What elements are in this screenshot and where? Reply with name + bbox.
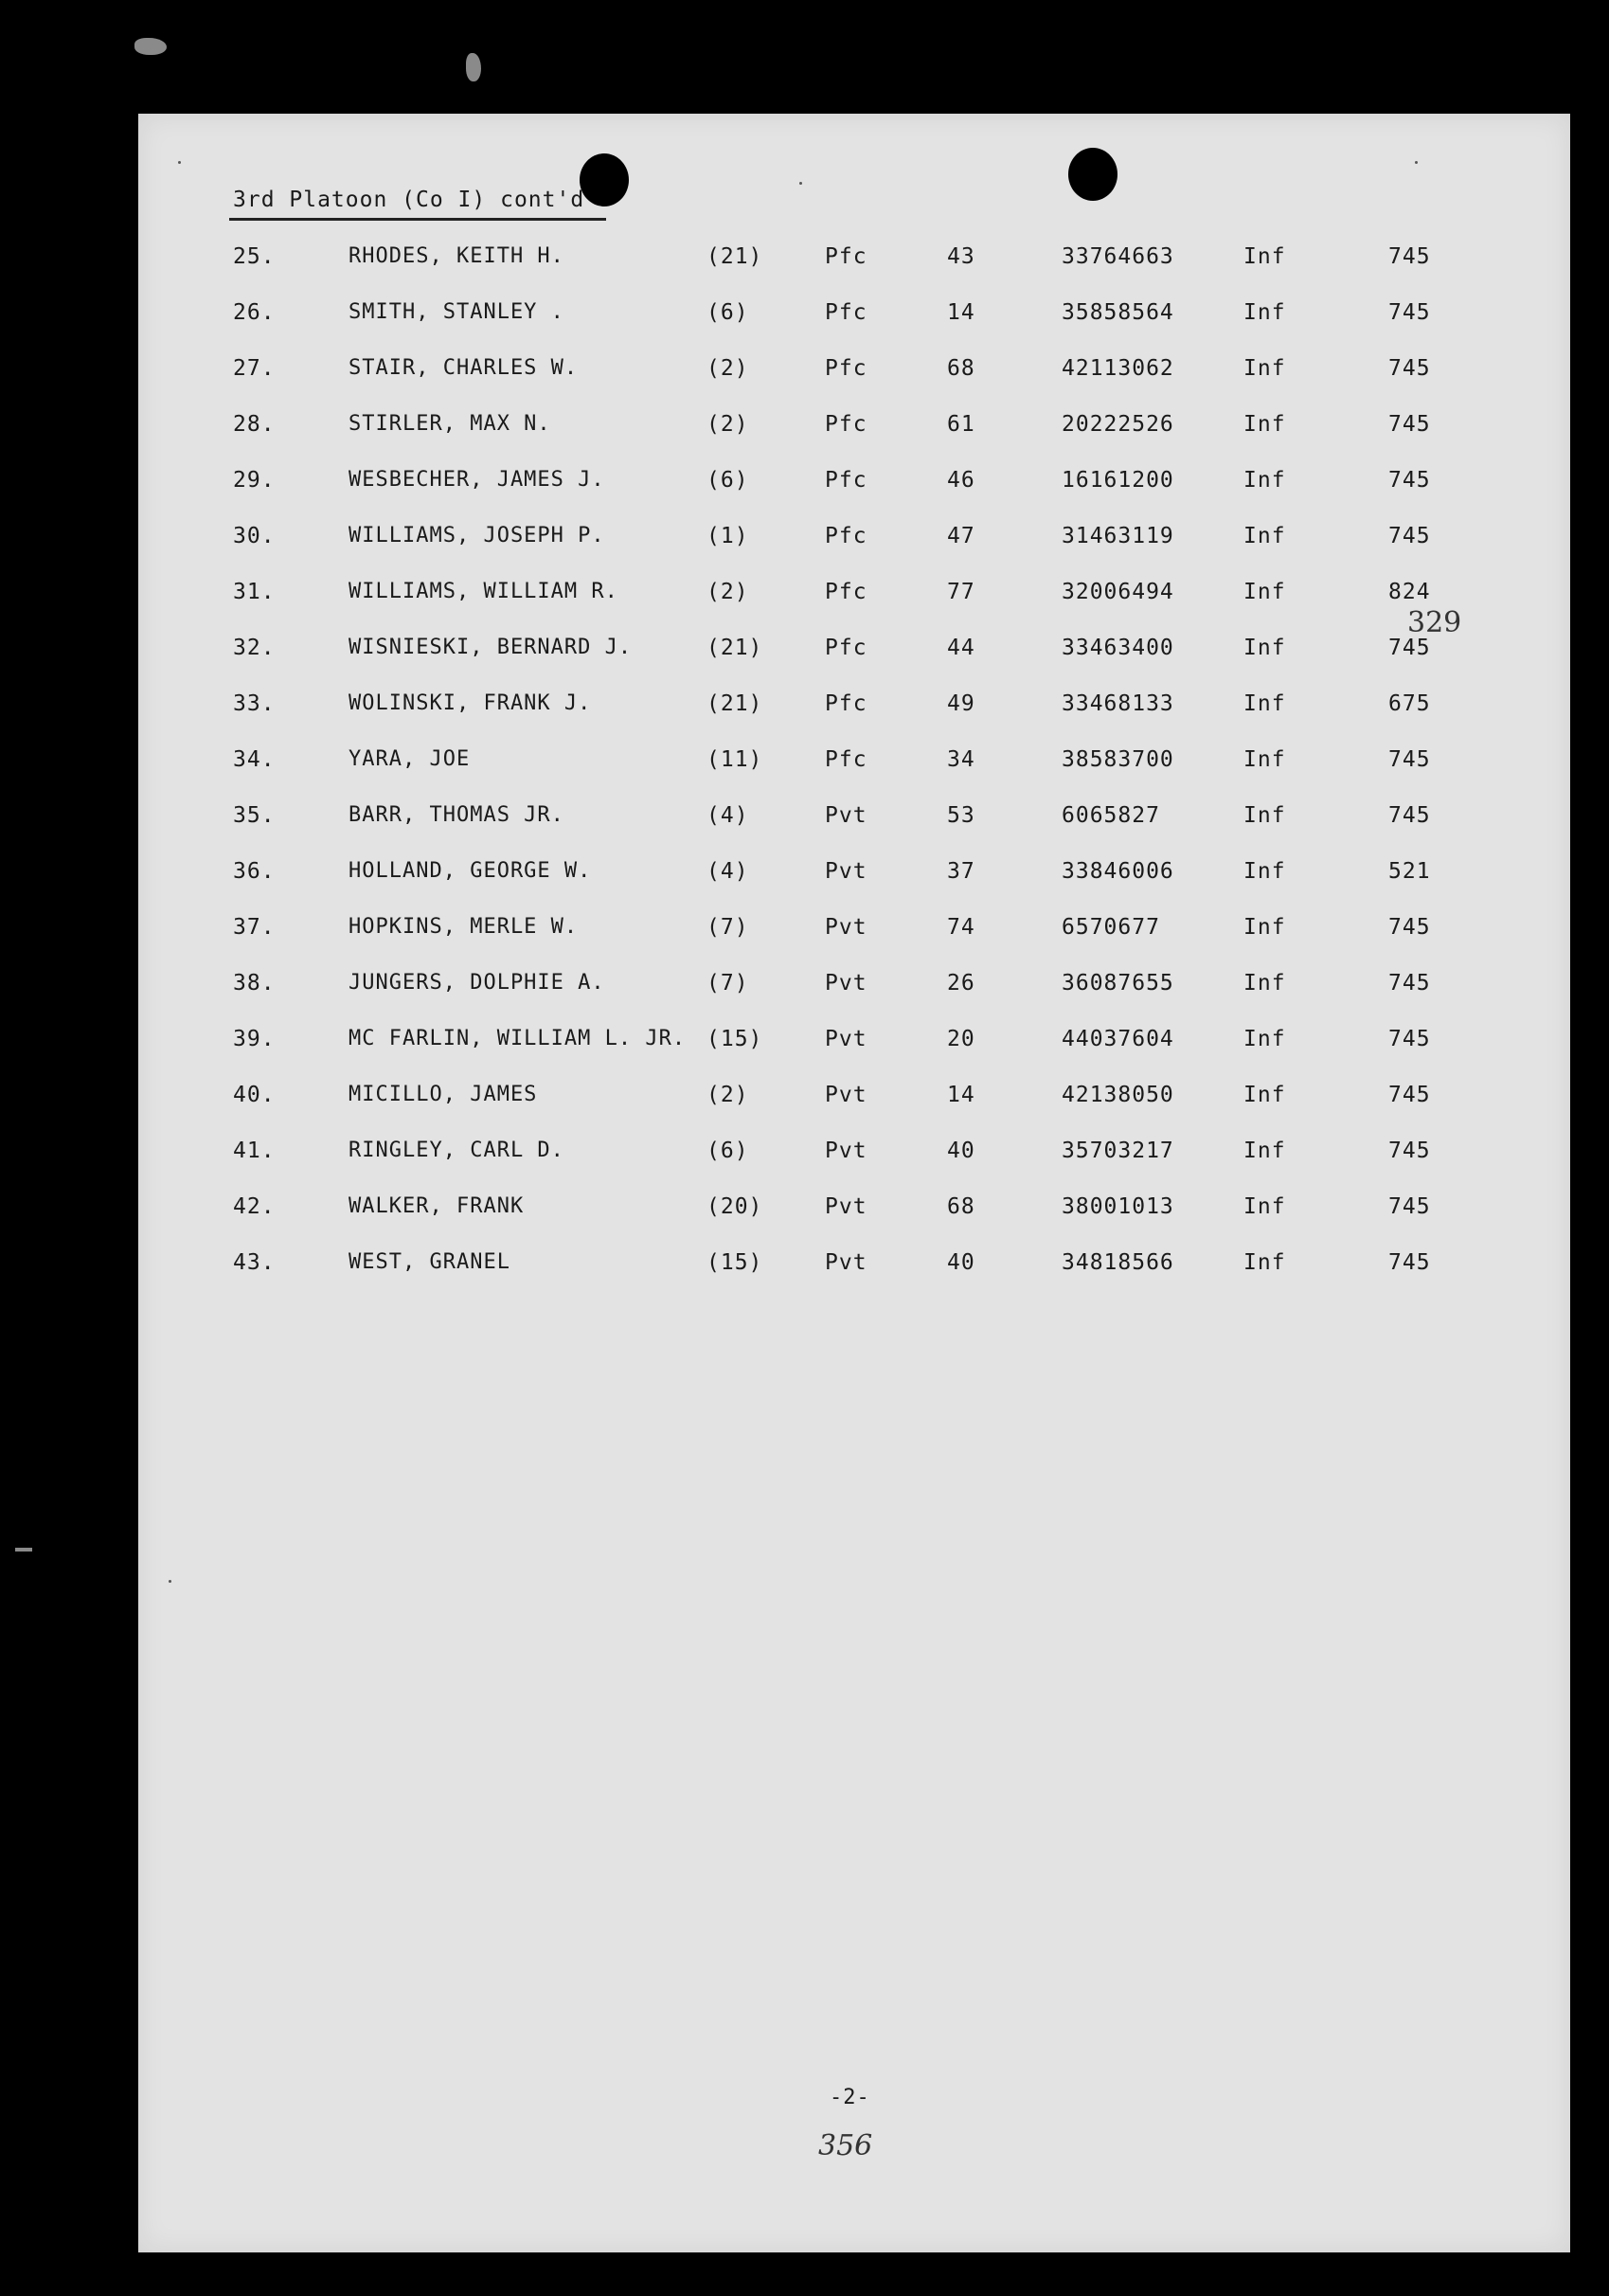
page-dot (799, 182, 802, 185)
mos-code: 745 (1388, 524, 1431, 548)
row-number: 38. (233, 971, 276, 996)
serial-number: 20222526 (1062, 412, 1174, 437)
serial-number: 38001013 (1062, 1194, 1174, 1219)
serial-number: 36087655 (1062, 971, 1174, 996)
punch-hole (1068, 148, 1117, 201)
rank: Pvt (825, 1083, 867, 1107)
score-value: 20 (947, 1027, 975, 1051)
table-row (138, 300, 1570, 356)
row-number: 31. (233, 580, 276, 604)
score-value: 77 (947, 580, 975, 604)
mos-code: 745 (1388, 412, 1431, 437)
page-mark: -2- (830, 2086, 870, 2109)
rank: Pfc (825, 412, 867, 437)
soldier-name: MC FARLIN, WILLIAM L. JR. (349, 1027, 687, 1050)
rank: Pfc (825, 636, 867, 660)
score-value: 40 (947, 1250, 975, 1275)
mos-code: 745 (1388, 915, 1431, 940)
serial-number: 38583700 (1062, 747, 1174, 772)
soldier-name: WALKER, FRANK (349, 1194, 525, 1218)
serial-number: 6570677 (1062, 915, 1160, 940)
table-row (138, 356, 1570, 412)
mos-code: 675 (1388, 691, 1431, 716)
branch: Inf (1243, 524, 1286, 548)
row-number: 39. (233, 1027, 276, 1051)
code-number: (1) (706, 524, 749, 548)
scan-speck (134, 38, 167, 55)
row-number: 25. (233, 244, 276, 269)
score-value: 26 (947, 971, 975, 996)
serial-number: 35858564 (1062, 300, 1174, 325)
branch: Inf (1243, 1139, 1286, 1163)
soldier-name: WOLINSKI, FRANK J. (349, 691, 592, 715)
soldier-name: JUNGERS, DOLPHIE A. (349, 971, 605, 995)
soldier-name: WESBECHER, JAMES J. (349, 468, 605, 492)
table-row (138, 580, 1570, 636)
row-number: 36. (233, 859, 276, 884)
rank: Pfc (825, 524, 867, 548)
code-number: (4) (706, 859, 749, 884)
code-number: (20) (706, 1194, 763, 1219)
serial-number: 16161200 (1062, 468, 1174, 493)
score-value: 34 (947, 747, 975, 772)
row-number: 33. (233, 691, 276, 716)
branch: Inf (1243, 971, 1286, 996)
code-number: (6) (706, 468, 749, 493)
serial-number: 34818566 (1062, 1250, 1174, 1275)
table-row (138, 1139, 1570, 1194)
score-value: 43 (947, 244, 975, 269)
table-row (138, 1194, 1570, 1250)
score-value: 68 (947, 356, 975, 381)
rank: Pfc (825, 244, 867, 269)
code-number: (21) (706, 244, 763, 269)
soldier-name: WILLIAMS, JOSEPH P. (349, 524, 605, 547)
code-number: (21) (706, 636, 763, 660)
mos-code: 745 (1388, 803, 1431, 828)
punch-hole (580, 153, 629, 206)
table-row (138, 803, 1570, 859)
mos-code: 745 (1388, 468, 1431, 493)
code-number: (11) (706, 747, 763, 772)
mos-code: 824 (1388, 580, 1431, 604)
code-number: (2) (706, 1083, 749, 1107)
score-value: 74 (947, 915, 975, 940)
serial-number: 33468133 (1062, 691, 1174, 716)
code-number: (2) (706, 356, 749, 381)
soldier-name: HOPKINS, MERLE W. (349, 915, 579, 939)
table-row (138, 244, 1570, 300)
rank: Pfc (825, 356, 867, 381)
score-value: 46 (947, 468, 975, 493)
row-number: 34. (233, 747, 276, 772)
serial-number: 33764663 (1062, 244, 1174, 269)
mos-code: 745 (1388, 244, 1431, 269)
branch: Inf (1243, 412, 1286, 437)
page-dot (178, 161, 181, 164)
branch: Inf (1243, 803, 1286, 828)
code-number: (6) (706, 300, 749, 325)
soldier-name: WILLIAMS, WILLIAM R. (349, 580, 618, 603)
code-number: (6) (706, 1139, 749, 1163)
row-number: 30. (233, 524, 276, 548)
mos-code: 745 (1388, 971, 1431, 996)
page-dot (1415, 161, 1418, 164)
scan-speck (466, 53, 481, 81)
mos-code: 745 (1388, 1194, 1431, 1219)
score-value: 53 (947, 803, 975, 828)
row-number: 26. (233, 300, 276, 325)
mos-code: 745 (1388, 300, 1431, 325)
mos-code: 745 (1388, 747, 1431, 772)
table-row (138, 524, 1570, 580)
serial-number: 33463400 (1062, 636, 1174, 660)
table-row (138, 859, 1570, 915)
branch: Inf (1243, 747, 1286, 772)
rank: Pfc (825, 300, 867, 325)
mos-code: 745 (1388, 1083, 1431, 1107)
table-row (138, 691, 1570, 747)
score-value: 14 (947, 300, 975, 325)
serial-number: 35703217 (1062, 1139, 1174, 1163)
soldier-name: SMITH, STANLEY . (349, 300, 564, 324)
score-value: 47 (947, 524, 975, 548)
code-number: (15) (706, 1027, 763, 1051)
mos-code: 745 (1388, 1139, 1431, 1163)
branch: Inf (1243, 1250, 1286, 1275)
code-number: (2) (706, 412, 749, 437)
code-number: (2) (706, 580, 749, 604)
row-number: 42. (233, 1194, 276, 1219)
branch: Inf (1243, 580, 1286, 604)
row-number: 43. (233, 1250, 276, 1275)
scan-speck (15, 1548, 32, 1552)
rank: Pvt (825, 803, 867, 828)
rank: Pvt (825, 1194, 867, 1219)
handwritten-page-number: 356 (818, 2129, 873, 2162)
soldier-name: YARA, JOE (349, 747, 471, 771)
serial-number: 33846006 (1062, 859, 1174, 884)
branch: Inf (1243, 691, 1286, 716)
mos-code: 745 (1388, 356, 1431, 381)
table-row (138, 1083, 1570, 1139)
branch: Inf (1243, 244, 1286, 269)
table-row (138, 1250, 1570, 1306)
code-number: (7) (706, 915, 749, 940)
row-number: 40. (233, 1083, 276, 1107)
branch: Inf (1243, 300, 1286, 325)
serial-number: 44037604 (1062, 1027, 1174, 1051)
serial-number: 32006494 (1062, 580, 1174, 604)
row-number: 27. (233, 356, 276, 381)
row-number: 41. (233, 1139, 276, 1163)
branch: Inf (1243, 636, 1286, 660)
soldier-name: WEST, GRANEL (349, 1250, 510, 1274)
serial-number: 42113062 (1062, 356, 1174, 381)
table-row (138, 636, 1570, 691)
score-value: 49 (947, 691, 975, 716)
rank: Pvt (825, 971, 867, 996)
rank: Pvt (825, 915, 867, 940)
handwritten-margin-note: 329 (1407, 606, 1462, 639)
header-underline (229, 218, 606, 221)
mos-code: 745 (1388, 636, 1431, 660)
row-number: 37. (233, 915, 276, 940)
rank: Pvt (825, 859, 867, 884)
serial-number: 31463119 (1062, 524, 1174, 548)
soldier-name: WISNIESKI, BERNARD J. (349, 636, 633, 659)
rank: Pvt (825, 1139, 867, 1163)
score-value: 40 (947, 1139, 975, 1163)
serial-number: 6065827 (1062, 803, 1160, 828)
branch: Inf (1243, 1027, 1286, 1051)
table-row (138, 747, 1570, 803)
page-dot (169, 1580, 171, 1583)
branch: Inf (1243, 1194, 1286, 1219)
score-value: 44 (947, 636, 975, 660)
score-value: 68 (947, 1194, 975, 1219)
branch: Inf (1243, 915, 1286, 940)
table-row (138, 1027, 1570, 1083)
score-value: 37 (947, 859, 975, 884)
soldier-name: BARR, THOMAS JR. (349, 803, 564, 827)
table-row (138, 468, 1570, 524)
soldier-name: STIRLER, MAX N. (349, 412, 551, 436)
branch: Inf (1243, 468, 1286, 493)
mos-code: 521 (1388, 859, 1431, 884)
table-row (138, 915, 1570, 971)
soldier-name: STAIR, CHARLES W. (349, 356, 579, 380)
code-number: (7) (706, 971, 749, 996)
soldier-name: RHODES, KEITH H. (349, 244, 564, 268)
score-value: 61 (947, 412, 975, 437)
serial-number: 42138050 (1062, 1083, 1174, 1107)
table-row (138, 412, 1570, 468)
rank: Pfc (825, 691, 867, 716)
soldier-name: MICILLO, JAMES (349, 1083, 538, 1106)
branch: Inf (1243, 1083, 1286, 1107)
row-number: 29. (233, 468, 276, 493)
code-number: (15) (706, 1250, 763, 1275)
code-number: (4) (706, 803, 749, 828)
soldier-name: RINGLEY, CARL D. (349, 1139, 564, 1162)
row-number: 28. (233, 412, 276, 437)
rank: Pvt (825, 1250, 867, 1275)
mos-code: 745 (1388, 1027, 1431, 1051)
row-number: 32. (233, 636, 276, 660)
rank: Pfc (825, 580, 867, 604)
rank: Pvt (825, 1027, 867, 1051)
branch: Inf (1243, 356, 1286, 381)
row-number: 35. (233, 803, 276, 828)
soldier-name: HOLLAND, GEORGE W. (349, 859, 592, 883)
code-number: (21) (706, 691, 763, 716)
score-value: 14 (947, 1083, 975, 1107)
rank: Pfc (825, 468, 867, 493)
roster-page (138, 114, 1570, 2252)
rank: Pfc (825, 747, 867, 772)
table-row (138, 971, 1570, 1027)
branch: Inf (1243, 859, 1286, 884)
mos-code: 745 (1388, 1250, 1431, 1275)
section-header: 3rd Platoon (Co I) cont'd (233, 188, 585, 212)
